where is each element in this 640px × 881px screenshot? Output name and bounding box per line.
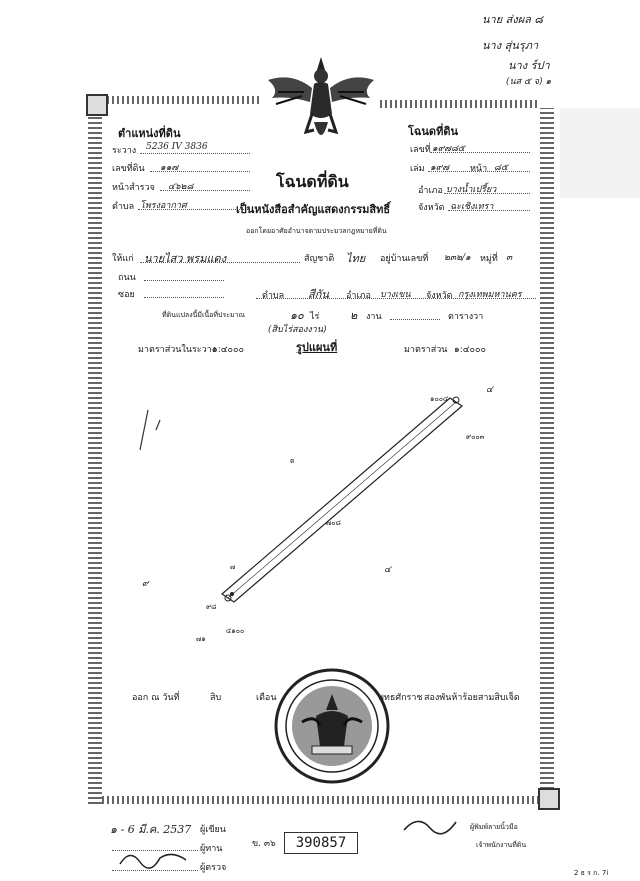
deed-no-label: เลขที่ — [410, 145, 431, 155]
area-rai: ๑๐ — [290, 309, 304, 322]
owner-province-label: จังหวัด — [426, 291, 453, 301]
map-mark-8: ๗๑ — [196, 635, 206, 643]
frame-corner-ornament-br — [538, 788, 560, 810]
amphoe-label: อำเภอ — [418, 186, 443, 196]
checker-role: ผู้ตรวจ — [200, 863, 227, 873]
map-scale-value: ๑:๔๐๐๐ — [454, 345, 487, 355]
frame-top-border-right — [380, 100, 540, 108]
area-label: ที่ดินแปลงนี้มีเนื้อที่ประมาณ — [162, 311, 246, 319]
owner-tambon-label: ตำบล — [262, 291, 285, 301]
issue-year-text: สองพันห้าร้อยสามสิบเจ็ด — [424, 693, 520, 703]
area-wa-label: ตารางวา — [448, 312, 484, 322]
land-no-label: เลขที่ดิน — [112, 164, 145, 174]
map-mark-4: ๗๐๘ — [326, 519, 341, 527]
area-ngan: ๒ — [350, 309, 358, 322]
map-scale-label: มาตราส่วน — [404, 345, 448, 355]
document-title: โฉนดที่ดิน — [276, 172, 349, 191]
give-label: ให้แก่ — [112, 254, 134, 264]
province-label: จังหวัด — [418, 203, 445, 213]
address-label: อยู่บ้านเลขที่ — [380, 254, 429, 264]
map-mark-5: ๗ — [230, 563, 236, 571]
reviewer-role: ผู้ทาน — [200, 844, 223, 854]
corner-code: 2 ธ ร ก. 7i — [574, 869, 609, 877]
survey-page-value: ๔๖๒๘ — [168, 182, 194, 192]
owner-amphoe-label: อำเภอ — [346, 291, 371, 301]
area-rai-label: ไร่ — [310, 312, 320, 322]
amphoe-value: บางน้ำเปรี้ยว — [446, 185, 497, 195]
map-corner-north: ๑๐๐๔ — [430, 395, 449, 403]
owner-amphoe-value: บางเขน — [380, 290, 411, 300]
serial-number: 390857 — [284, 832, 358, 854]
issue-date-label: ออก ณ วันที่ — [132, 693, 180, 703]
land-no-value: ๑๑๗ — [160, 163, 179, 173]
frame-top-border-left — [102, 96, 262, 104]
ravang-label: ระวาง — [112, 146, 137, 156]
deed-no-value: ๑๙๗๘๕ — [432, 144, 465, 154]
signer-role-1: ผู้พิมพ์ลายนิ้วมือ — [470, 823, 518, 831]
form-code: ข. ๓๖ — [252, 839, 276, 849]
parcel-map — [110, 370, 530, 660]
issue-day: สิบ — [210, 693, 222, 703]
handwritten-note-4: (นส ๕ จ) ๑ — [506, 77, 552, 87]
owner-tambon-value: สีกัน — [308, 288, 329, 301]
nationality-label: สัญชาติ — [304, 254, 335, 264]
owner-province-value: กรุงเทพมหานคร — [458, 290, 522, 300]
area-ngan-label: งาน — [366, 312, 382, 322]
date-stamp: ๑ - 6 มี.ค. 2537 — [110, 823, 192, 836]
book-label: เล่ม — [410, 164, 425, 174]
location-title: ตำแหน่งที่ดิน — [118, 127, 181, 140]
issue-year-suffix: พุทธศักราช — [378, 693, 423, 703]
ravang-value: 5236 IV 3836 — [146, 142, 208, 152]
map-mark-2: ๔ — [384, 565, 391, 575]
deed-title: โฉนดที่ดิน — [408, 125, 458, 138]
nationality-value: ไทย — [346, 252, 366, 265]
map-mark-1: ๔ — [486, 385, 493, 395]
page-value: ๘๕ — [494, 163, 508, 173]
tambon-label: ตำบล — [112, 202, 135, 212]
owner-name: นายไสว พรมแดง — [144, 252, 227, 265]
frame-right-border — [540, 108, 554, 804]
road-label: ถนน — [118, 273, 136, 283]
ravang-scale-value: ๑:๔๐๐๐ — [212, 345, 245, 355]
book-value: ๑๙๗ — [430, 163, 450, 173]
signature-writer — [116, 836, 196, 876]
issue-month-label: เดือน — [256, 693, 277, 703]
page-label: หน้า — [470, 164, 488, 174]
issued-authority: ออกโดยอาศัยอำนาจตามประมวลกฎหมายที่ดิน — [246, 227, 387, 235]
frame-bottom-border — [102, 796, 540, 804]
official-seal — [272, 666, 392, 786]
handwritten-note-3: นาง ร์ปา — [508, 59, 550, 72]
map-mark-6: ๙ — [142, 579, 149, 589]
map-mark-3: ต — [290, 457, 295, 465]
frame-left-border — [88, 96, 102, 804]
area-note: (สิบไร่สองงาน) — [268, 325, 327, 335]
house-no: ๒๓๒/๑ — [444, 253, 471, 263]
map-mark-7: ๙๘ — [206, 603, 217, 611]
writer-role: ผู้เขียน — [200, 825, 226, 835]
tambon-value: โพรงอากาศ — [140, 201, 187, 211]
soi-label: ซอย — [118, 290, 135, 300]
handwritten-note-1: นาย ส่งผล ๘ — [482, 13, 543, 26]
map-mark-9: ๔๑๐๐ — [226, 627, 245, 635]
survey-page-label: หน้าสำรวจ — [112, 183, 155, 193]
garuda-emblem — [262, 52, 380, 152]
document-subtitle: เป็นหนังสือสำคัญแสดงกรรมสิทธิ์ — [236, 203, 391, 216]
map-corner-east: ๙๐๐๓ — [466, 433, 485, 441]
moo-label: หมู่ที่ — [480, 254, 498, 264]
province-value: ฉะเชิงเทรา — [450, 202, 494, 212]
handwritten-note-2: นาง สุ่นรุภา — [482, 39, 539, 52]
signature-officer — [400, 810, 460, 840]
signer-role-2: เจ้าพนักงานที่ดิน — [476, 841, 527, 849]
moo-value: ๓ — [506, 253, 513, 263]
adjacent-page-edge — [560, 108, 640, 198]
ravang-scale-label: มาตราส่วนในระวาง — [138, 345, 217, 355]
frame-corner-ornament-tl — [86, 94, 108, 116]
map-title: รูปแผนที่ — [296, 341, 338, 354]
